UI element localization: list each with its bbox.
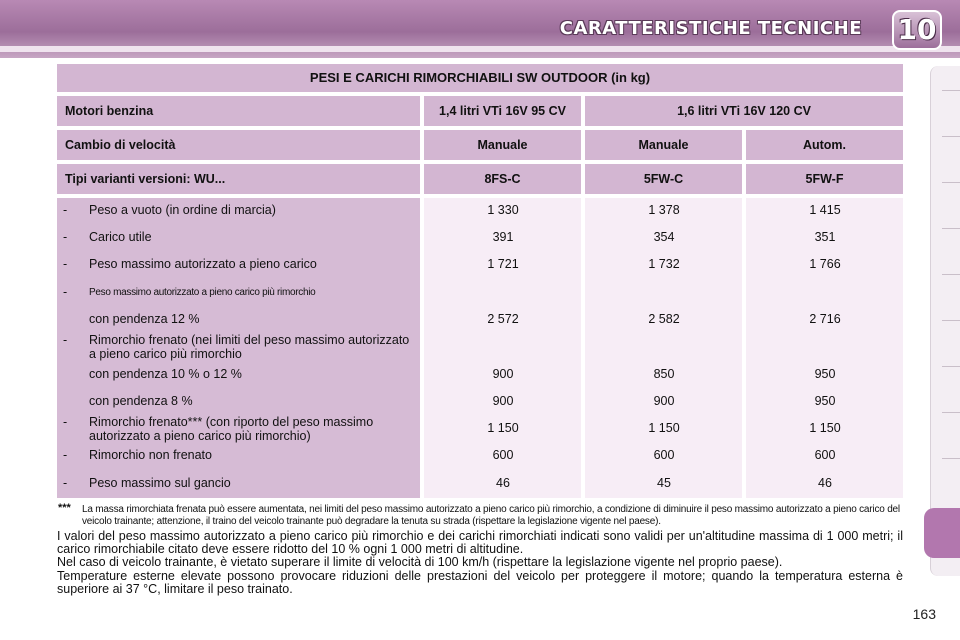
engine-label: Motori benzina [57, 96, 420, 126]
gearbox-header: Manuale [585, 130, 742, 160]
table-title: PESI E CARICHI RIMORCHIABILI SW OUTDOOR (in kg) [57, 64, 903, 92]
page-title: CARATTERISTICHE TECNICHE [559, 18, 862, 39]
row-value: 950 [814, 394, 836, 408]
row-label: Rimorchio frenato*** (con riporto del peso massimo autorizzato a pieno carico più rimorchio) [89, 415, 374, 443]
tab-divider [942, 274, 960, 275]
gearbox-label: Cambio di velocità [57, 130, 420, 160]
row-value: 600 [653, 448, 675, 462]
row-dash: - [63, 415, 68, 429]
variant-header: 8FS-C [424, 164, 581, 194]
row-value: 2 582 [648, 312, 680, 326]
row-value: 1 721 [487, 257, 519, 271]
paragraph: Nel caso di veicolo trainante, è vietato superare il limite di velocità di 100 km/h (rispettare la legislazione vigente nel proprio paese). [57, 555, 783, 570]
engine-header: 1,4 litri VTi 16V 95 CV [424, 96, 581, 126]
row-value: 900 [492, 367, 514, 381]
row-value: 900 [653, 394, 675, 408]
row-value: 2 572 [487, 312, 519, 326]
engine-header: 1,6 litri VTi 16V 120 CV [585, 96, 903, 126]
paragraph: I valori del peso massimo autorizzato a pieno carico più rimorchio e dei carichi rimorchiati indicati sono validi per un'altitudine massima di 1 000 metri; il carico rimorchiabile citato deve essere ridotto del 10 % ogni 1 000 metri di altitudine. [57, 529, 903, 557]
row-dash: - [63, 476, 68, 490]
tab-divider [942, 458, 960, 459]
row-value: 46 [818, 476, 832, 490]
row-dash: - [63, 285, 68, 299]
row-value: 600 [814, 448, 836, 462]
row-value: 1 150 [648, 421, 680, 435]
row-label: con pendenza 12 % [89, 312, 200, 326]
tab-divider [942, 228, 960, 229]
row-value: 1 732 [648, 257, 680, 271]
row-value: 1 150 [809, 421, 841, 435]
row-dash: - [63, 203, 68, 217]
row-label: Peso massimo autorizzato a pieno carico più rimorchio [89, 287, 316, 298]
row-value: 600 [492, 448, 514, 462]
gearbox-header: Manuale [424, 130, 581, 160]
variant-header: 5FW-C [585, 164, 742, 194]
row-value: 950 [814, 367, 836, 381]
header-strip [0, 46, 960, 52]
body-text [57, 530, 903, 596]
tab-divider [942, 320, 960, 321]
row-dash: - [63, 448, 68, 462]
row-value: 46 [496, 476, 510, 490]
row-label: Peso massimo autorizzato a pieno carico [89, 257, 317, 271]
row-value: 1 150 [487, 421, 519, 435]
variant-header: 5FW-F [746, 164, 903, 194]
row-label: con pendenza 8 % [89, 394, 193, 408]
row-value: 354 [653, 230, 675, 244]
paragraph: Temperature esterne elevate possono provocare riduzioni delle prestazioni del veicolo per proteggere il motore; quando la temperatura esterna è superiore ai 37 °C, limitare il peso trainato. [57, 568, 903, 596]
chapter-tabs [930, 66, 960, 576]
row-label: con pendenza 10 % o 12 % [89, 367, 242, 381]
footnote-text: La massa rimorchiata frenata può essere aumentata, nei limiti del peso massimo autorizzato a pieno carico più rimorchio, a condizione di diminuire il peso massimo autorizzato a pieno carico del veicolo trainante; attenzione, il traino del veicolo trainante può degradare la tenuta su strada (rispettare la legislazione vigente nel paese). [82, 504, 900, 527]
row-label: Carico utile [89, 230, 152, 244]
gearbox-header: Autom. [746, 130, 903, 160]
chapter-badge: 10 [892, 10, 942, 50]
row-value: 351 [814, 230, 836, 244]
variant-label: Tipi varianti versioni: WU... [57, 164, 420, 194]
row-value: 1 415 [809, 203, 841, 217]
row-dash: - [63, 257, 68, 271]
footnote-mark: *** [58, 502, 71, 514]
row-value: 391 [492, 230, 514, 244]
row-value: 1 378 [648, 203, 680, 217]
page-number: 163 [912, 606, 936, 622]
row-value: 1 766 [809, 257, 841, 271]
row-label: Rimorchio non frenato [89, 448, 212, 462]
row-value: 2 716 [809, 312, 841, 326]
tab-divider [942, 412, 960, 413]
chapter-tab-active[interactable] [924, 508, 960, 558]
tab-divider [942, 90, 960, 91]
row-value: 1 330 [487, 203, 519, 217]
row-label: Rimorchio frenato (nei limiti del peso massimo autorizzato a pieno carico più rimorchio [89, 333, 410, 361]
tab-divider [942, 136, 960, 137]
row-value: 900 [492, 394, 514, 408]
row-value: 45 [657, 476, 671, 490]
tab-divider [942, 366, 960, 367]
row-dash: - [63, 230, 68, 244]
row-label: Peso massimo sul gancio [89, 476, 231, 490]
tab-divider [942, 182, 960, 183]
row-value: 850 [653, 367, 675, 381]
row-dash: - [63, 333, 68, 347]
row-label: Peso a vuoto (in ordine di marcia) [89, 203, 276, 217]
